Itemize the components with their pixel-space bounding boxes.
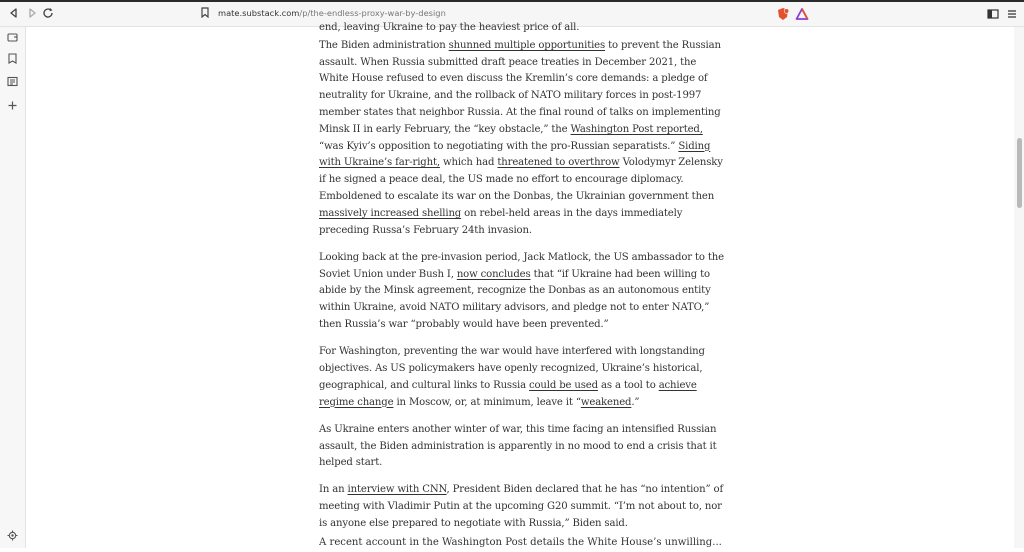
text: In an bbox=[319, 484, 348, 496]
window-top-strip bbox=[0, 0, 1024, 2]
forward-icon[interactable] bbox=[25, 6, 39, 20]
text: Looking back at the pre-invasion period, Jack Matlock, the US ambassador to the Soviet Union under Bush I, bbox=[319, 251, 724, 280]
text: to prevent the Russian assault. When Russia submitted draft peace treaties in December 2021, the White House refused to even discuss the Kremlin’s core demands: a pledge of neutrality for Ukraine, and the rollback of NATO military forces in post-1997 member states that neighbor Russia. At the final round of talks on implementing Minsk II in early February, the “key obstacle,” the bbox=[319, 39, 721, 135]
text: Volodymyr Zelensky if he signed a peace deal, the US made no effort to encourage diplomacy. Emboldened to escalate its war on the Donbas, the Ukrainian government then bbox=[319, 157, 723, 202]
text: that “if Ukraine had been willing to abide by the Minsk agreement, recognize the Donbas as an autonomous entity within Ukraine, avoid NATO military advisors, and pledge not to enter NATO,” then Russia’s war “probably would have been prevented.” bbox=[319, 268, 711, 330]
sidebar-toggle-icon[interactable] bbox=[986, 6, 1000, 20]
text: as a tool to bbox=[597, 379, 659, 391]
bookmarks-icon[interactable] bbox=[7, 53, 18, 64]
text: .” bbox=[631, 396, 640, 408]
text: which had bbox=[439, 157, 498, 169]
link-achieve-regime-change[interactable]: achieve regime change bbox=[319, 379, 697, 408]
link-could-be-used[interactable]: could be used bbox=[529, 379, 598, 391]
text: on rebel-held areas in the days immediately preceding Russa’s February 24th invasion. bbox=[319, 207, 683, 236]
link-shunned-opportunities[interactable]: shunned multiple opportunities bbox=[448, 39, 606, 51]
link-massively-increased-shelling[interactable]: massively increased shelling bbox=[319, 207, 462, 219]
link-now-concludes[interactable]: now concludes bbox=[456, 268, 531, 280]
menu-icon[interactable] bbox=[1005, 6, 1019, 20]
reading-list-icon[interactable] bbox=[7, 76, 18, 87]
brave-shield-icon[interactable] bbox=[776, 6, 790, 20]
back-icon[interactable] bbox=[7, 6, 21, 20]
url-text[interactable] bbox=[218, 6, 446, 20]
article-body bbox=[319, 20, 724, 543]
text: in Moscow, or, at minimum, leave it “ bbox=[393, 396, 581, 408]
link-threatened-to-overthrow[interactable]: threatened to overthrow bbox=[497, 157, 620, 169]
paragraph-1 bbox=[319, 38, 724, 240]
wallet-icon[interactable] bbox=[7, 32, 18, 43]
paragraph-0: end, leaving Ukraine to pay the heaviest price of all. bbox=[319, 22, 580, 33]
text: The Biden administration bbox=[319, 39, 449, 51]
bookmark-icon[interactable] bbox=[201, 7, 209, 18]
link-interview-with-cnn[interactable]: interview with CNN bbox=[347, 484, 447, 496]
text: , President Biden declared that he has “no intention” of meeting with Vladimir Putin at the upcoming G20 summit. “I’m not about to, nor is anyone else prepared to negotiate with Russia,” Biden said. bbox=[319, 484, 724, 530]
brave-rewards-icon[interactable] bbox=[795, 6, 809, 20]
link-washington-post-reported[interactable]: Washington Post reported, bbox=[570, 123, 703, 135]
paragraph-2 bbox=[319, 250, 724, 334]
scrollbar-thumb[interactable] bbox=[1017, 138, 1022, 208]
url-path: /p/the-endless-proxy-war-by-design bbox=[299, 8, 446, 18]
link-weakened[interactable]: weakened bbox=[580, 396, 632, 408]
paragraph-5 bbox=[319, 482, 724, 532]
reload-icon[interactable] bbox=[41, 6, 55, 20]
add-panel-icon[interactable] bbox=[7, 100, 18, 111]
paragraph-6-partial: A recent account in the Washington Post details the White House’s unwilling... bbox=[319, 537, 722, 548]
settings-gear-icon[interactable] bbox=[7, 530, 18, 541]
paragraph-4: As Ukraine enters another winter of war, this time facing an intensified Russian assault, the Biden administration is apparently in no mood to end a crisis that it helped start. bbox=[319, 423, 717, 469]
browser-sidebar bbox=[0, 27, 26, 548]
text: For Washington, preventing the war would have interfered with longstanding objectives. As US policymakers have openly recognized, Ukraine’s historical, geographical, and cultural links to Russia bbox=[319, 346, 705, 391]
text: “was Kyiv’s opposition to negotiating with the pro-Russian separatists.” bbox=[319, 140, 679, 152]
paragraph-3 bbox=[319, 344, 724, 411]
url-host: mate.substack.com bbox=[218, 8, 300, 18]
scrollbar-track[interactable] bbox=[1014, 27, 1024, 548]
link-siding-far-right[interactable]: Siding with Ukraine’s far-right, bbox=[319, 140, 711, 169]
